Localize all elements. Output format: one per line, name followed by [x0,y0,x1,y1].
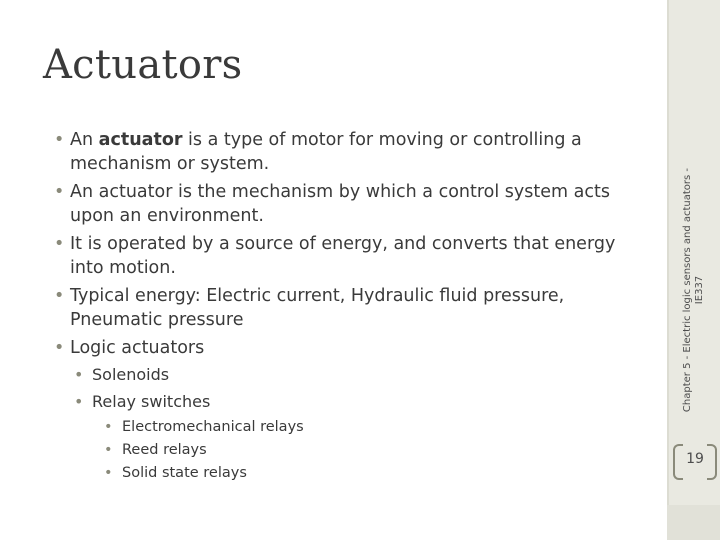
footer-text: Chapter 5 - Electric logic sensors and actuators - IE337 [681,167,705,413]
sidebar-bottom-band [667,505,720,540]
bullet-typical-energy: • Typical energy: Electric current, Hydraulic fluid pressure, Pneumatic pressure [52,284,652,332]
bullet-rest-text: is a type of motor for moving or controlling a mechanism or system. [70,130,582,174]
page-number-text: 19 [686,451,704,467]
bullet-logic-actuators: • Logic actuators [52,336,652,360]
sub-sub-bullet-solid-state-relays: • Solid state relays [52,464,652,483]
sub-sub-bullet-electromechanical-relays: • Electromechanical relays [52,418,652,437]
bullet-bold-term: actuator [98,130,183,150]
bullet-actuator-definition [52,128,652,176]
sub-sub-bullet-reed-relays: • Reed relays [52,441,652,460]
bullet-energy-source: • It is operated by a source of energy, and converts that energy into motion. [52,232,652,280]
footer [667,0,720,415]
sub-bullet-solenoids: • Solenoids [52,364,652,386]
slide-title: Actuators [43,42,243,88]
bullet-lead-text: An [70,130,99,150]
page-number [671,442,719,482]
bullet-list [52,128,652,487]
sub-bullet-relay-switches: • Relay switches [52,391,652,413]
bullet-control-mechanism: • An actuator is the mechanism by which a control system acts upon an environment. [52,180,652,228]
